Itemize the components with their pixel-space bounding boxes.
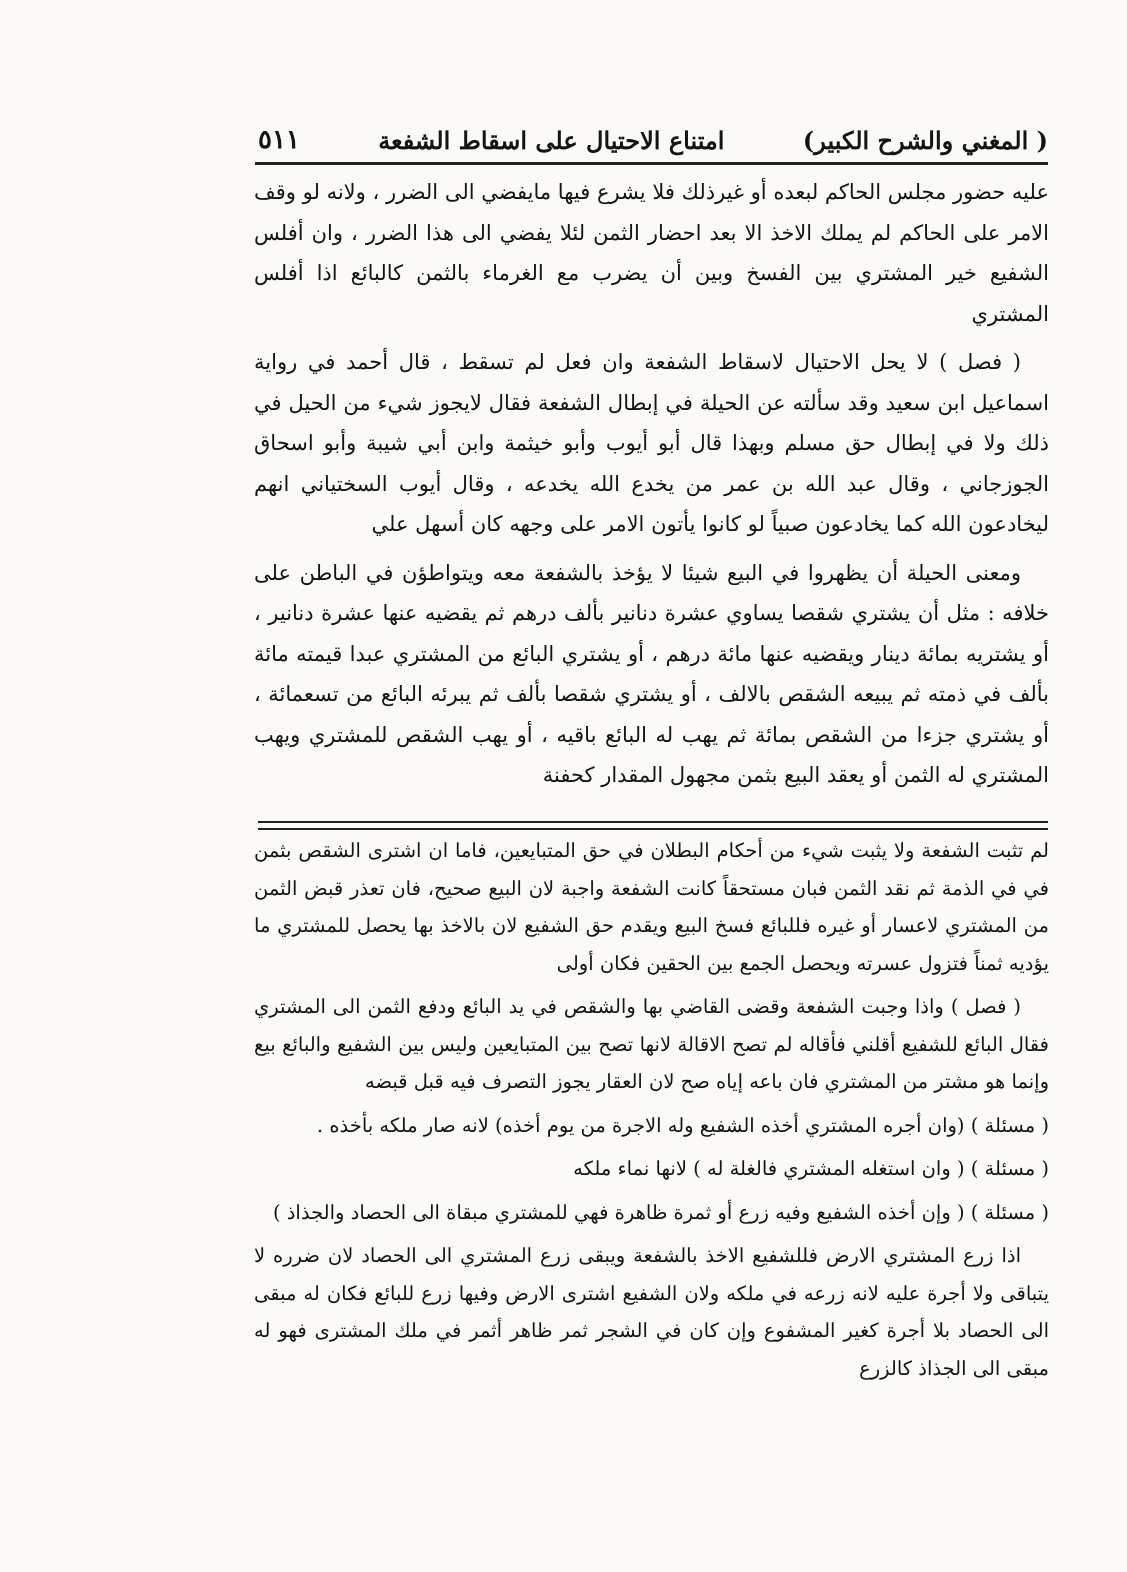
commentary-paragraph-1: لم تثبت الشفعة ولا يثبت شيء من أحكام البطلان في حق المتبايعين، فاما ان اشترى الشقص بثمن في في الذمة ثم نقد الثمن فبان مستحقاً كانت الشفعة واجبة لان البيع صحيح، فان تعذر قبض الثمن من المشتري لاعسار أو غيره فللبائع فسخ البيع ويقدم حق الشفيع لان بالاخذ بها يحصل للمشتري ما يؤديه ثمناً فتزول عسرته ويحصل الجمع بين الحقين فكان أولى [254, 839, 1049, 975]
main-paragraph-1: عليه حضور مجلس الحاكم لبعده أو غيرذلك فلا يشرع فيها مايفضي الى الضرر ، ولانه لو وقف الامر على الحاكم لم يملك الاخذ الا بعد احضار الثمن لئلا يفضي الى هذا الضرر ، وان أفلس الشفيع خير المشتري بين الفسخ وبين أن يضرب مع الغرماء بالثمن كالبائع اذا أفلس المشتري [254, 180, 1049, 326]
header-rule [255, 162, 1048, 165]
commentary-paragraph-5: ( مسئلة ) ( وإن أخذه الشفيع وفيه زرع أو ثمرة ظاهرة فهي للمشتري مبقاة الى الحصاد والجذاذ ) [272, 1200, 1049, 1224]
commentary-paragraph-4: ( مسئلة ) ( وان استغله المشتري فالغلة له ) لانها نماء ملكه [573, 1157, 1049, 1180]
commentary-paragraph-6: اذا زرع المشتري الارض فللشفيع الاخذ بالشفعة ويبقى زرع المشتري الى الحصاد لان ضرره لا يتباقى ولا أجرة عليه لانه زرعه في ملكه ولان الشفيع اشترى الارض وفيها زرع للبائع فكان له مبقى الى الحصاد بلا أجرة كغير المشفوع وإن كان في الشجر ثمر ظاهر أثمر في ملك المشترى فهو له مبقى الى الجذاذ كالزرع [254, 1244, 1049, 1380]
section-title: امتناع الاحتيال على اسقاط الشفعة [378, 125, 725, 155]
page-header [258, 118, 1048, 162]
commentary-separator [258, 821, 1048, 830]
main-paragraph-2: ( فصل ) لا يحل الاحتيال لاسقاط الشفعة وان فعل لم تسقط ، قال أحمد في رواية اسماعيل ابن سعيد وقد سألته عن الحيلة في إبطال الشفعة فقال لايجوز شيء من الحيل في ذلك ولا في إبطال حق مسلم وبهذا قال أبو أيوب وأبو خيثمة وابن أبي شيبة وأبو اسحاق الجوزجاني ، وقال عبد الله بن عمر من يخدع الله يخدعه ، وقال أيوب السختياني انهم ليخادعون الله كما يخادعون صبياً لو كانوا يأتون الامر على وجهه كان أسهل علي [254, 350, 1049, 536]
main-paragraph-3: ومعنى الحيلة أن يظهروا في البيع شيئا لا يؤخذ بالشفعة معه ويتواطؤن في الباطن على خلافه : مثل أن يشتري شقصا يساوي عشرة دنانير بألف درهم ثم يقضيه عنها عشرة دنانير ، أو يشتريه بمائة دينار ويقضيه عنها مائة درهم ، أو يشتري البائع من المشتري عبدا قيمته مائة بألف في ذمته ثم يبيعه الشقص بالالف ، أو يشتري شقصا بألف ثم يبرئه البائع من تسعمائة ، أو يشتري جزءا من الشقص بمائة ثم يهب له البائع باقيه ، أو يهب الشقص للمشتري ويهب المشتري له الثمن أو يعقد البيع بثمن مجهول المقدار كحفنة [254, 560, 1049, 787]
commentary-paragraph-2: ( فصل ) واذا وجبت الشفعة وقضى القاضي بها والشقص في يد البائع ودفع الثمن الى المشتري فقال البائع للشفيع أقلني فأقاله لم تصح الاقالة لانها تصح بين المتبايعين وليس بين الشفيع والبائع بيع وإنما هو مشتر من المشتري فان باعه إياه صح لان العقار يجوز التصرف فيه قبل قبضه [254, 995, 1049, 1093]
book-title: ( المغني والشرح الكبير) [802, 125, 1048, 155]
commentary-paragraph-3: ( مسئلة ) (وان أجره المشتري أخذه الشفيع وله الاجرة من يوم أخذه) لانه صار ملكه بأخذه . [316, 1113, 1049, 1137]
main-text [254, 172, 1049, 804]
page-number: ٥١١ [258, 125, 300, 155]
commentary-text [254, 832, 1049, 1393]
